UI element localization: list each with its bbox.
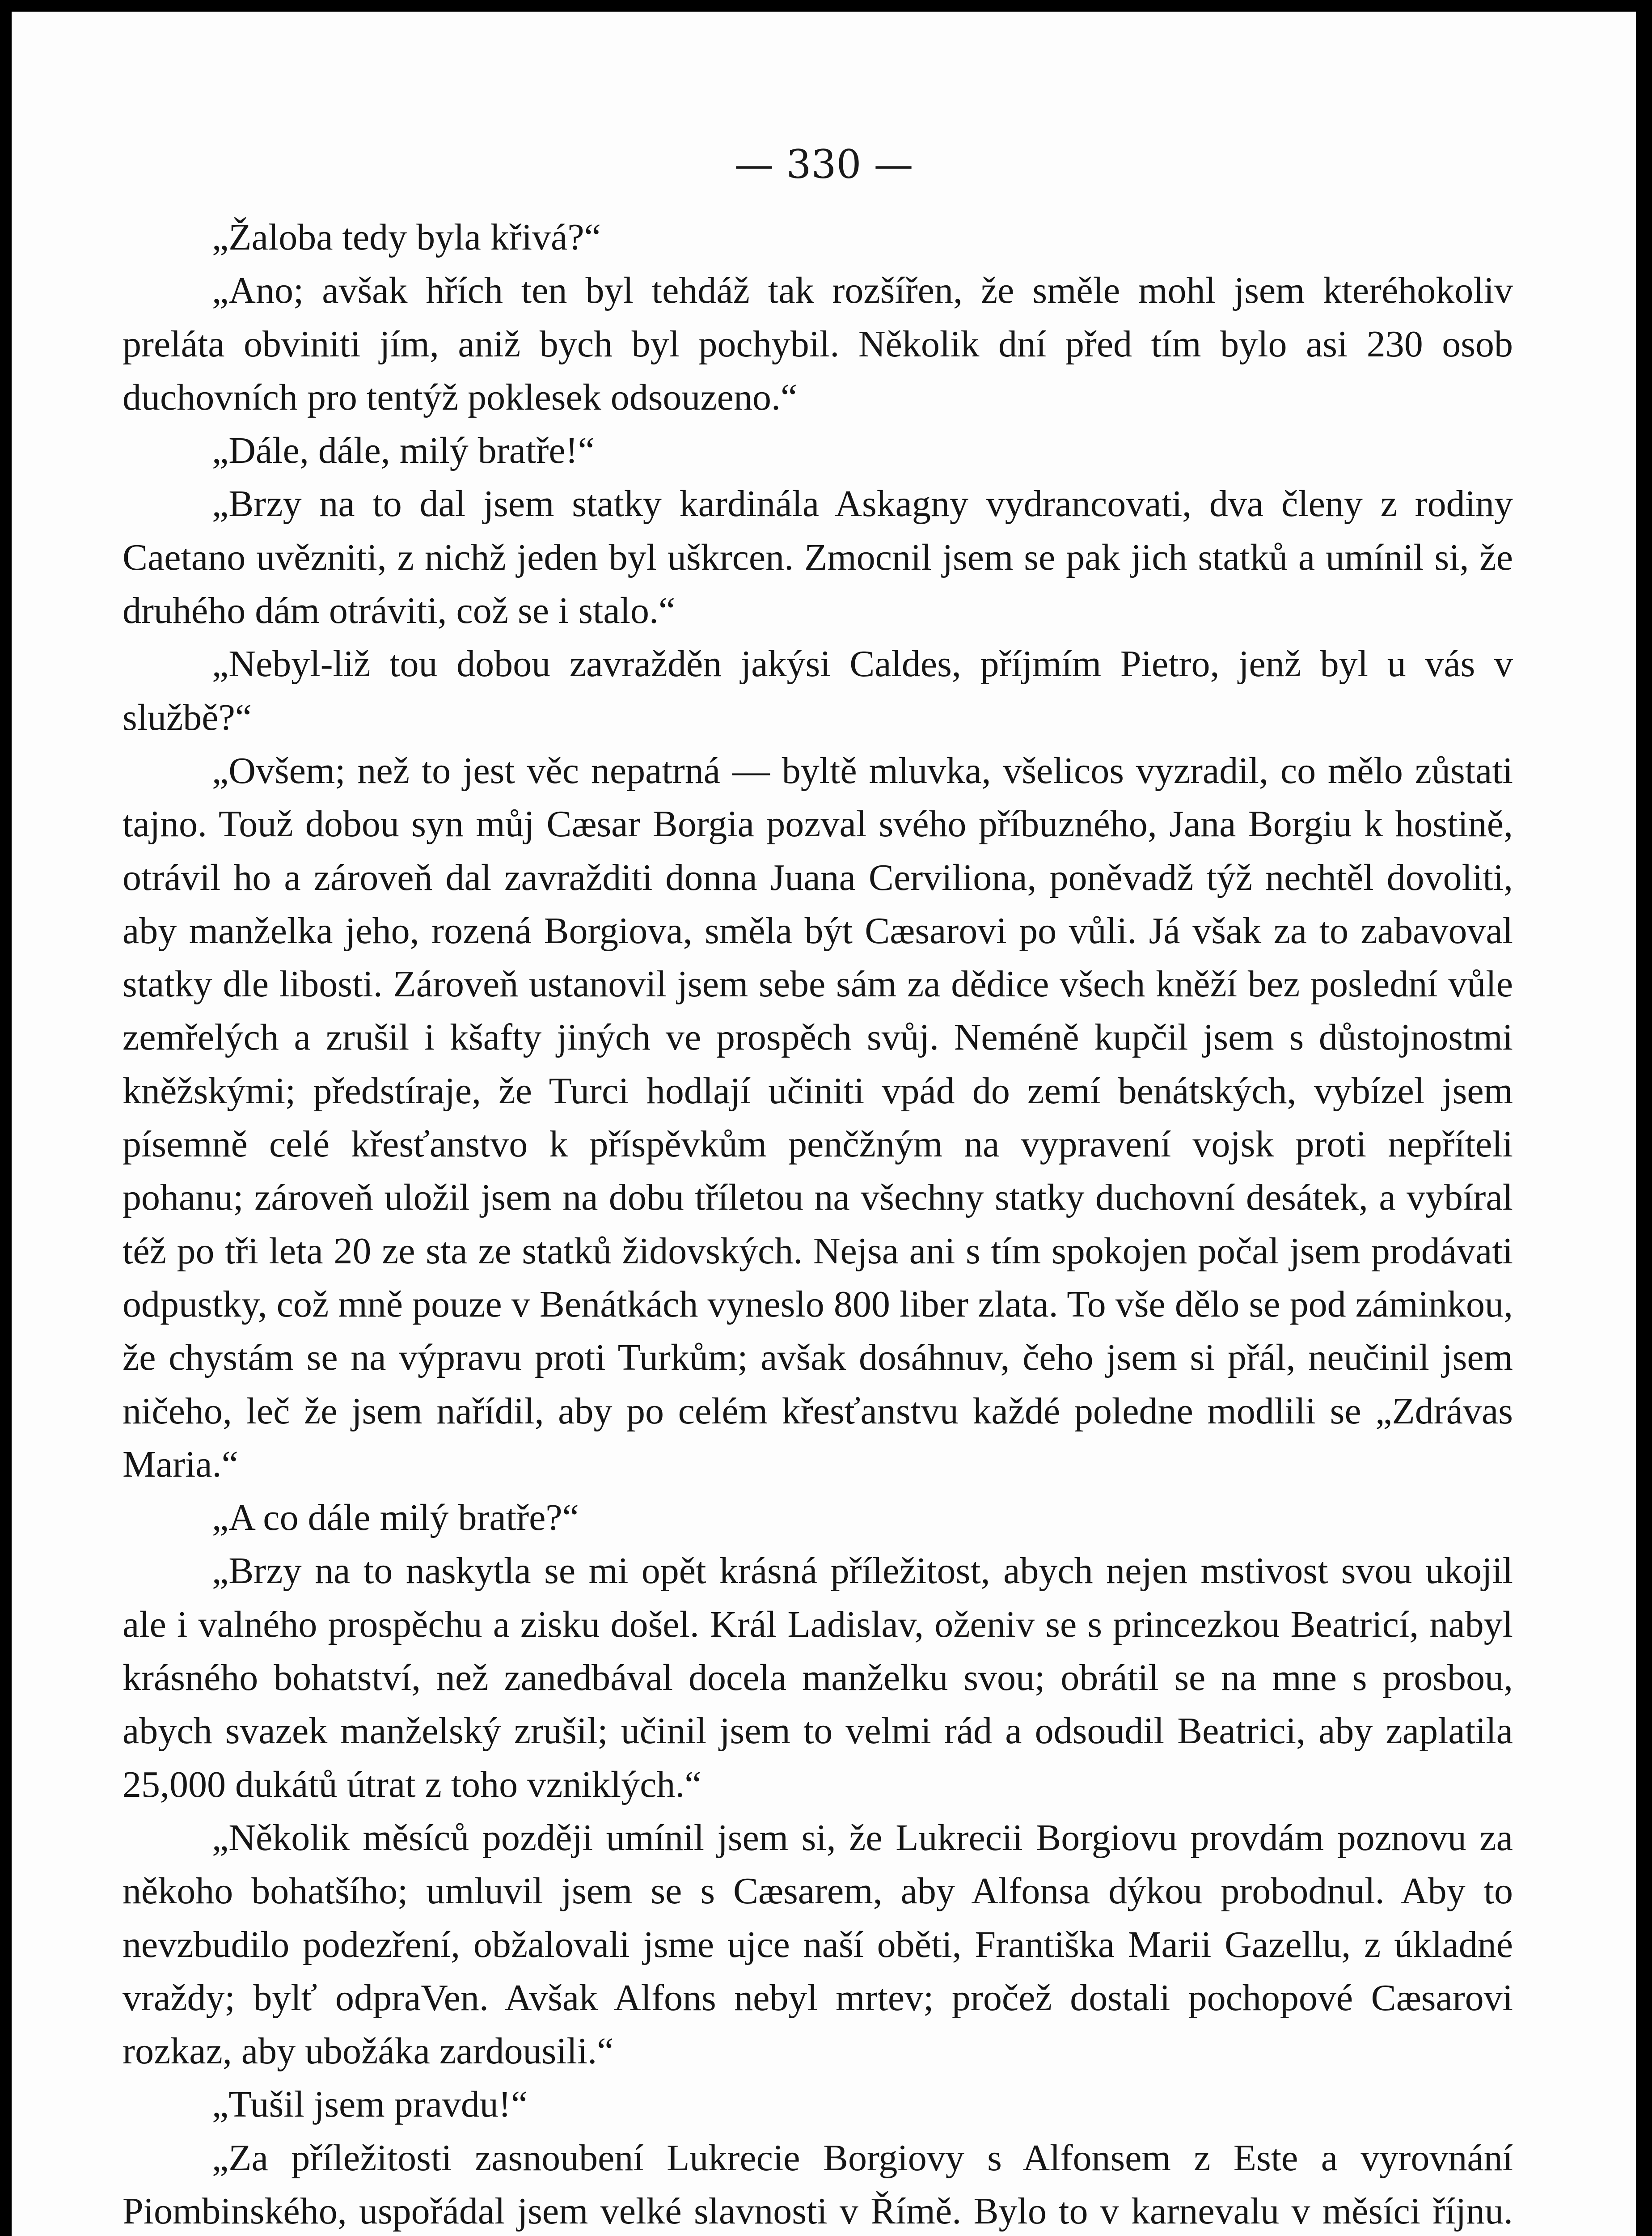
- paragraph: „Několik měsíců později umínil jsem si, že Lukrecii Borgiovu provdám poznovu za někoho bohatšího; umluvil jsem se s Cæsarem, aby Alfonsa dýkou probodnul. Aby to nevzbudilo podezření, obžalovali jsme ujce naší oběti, Františka Marii Gazellu, z úkladné vraždy; bylť odpraVen. Avšak Alfons nebyl mrtev; pročež dostali pochopové Cæsarovi rozkaz, aby ubožáka zardousili.“: [123, 1817, 1513, 2072]
- paragraph: „A co dále milý bratře?“: [212, 1497, 579, 1539]
- paragraph: „Dále, dále, milý bratře!“: [212, 430, 595, 472]
- paragraph: „Žaloba tedy byla křivá?“: [212, 216, 601, 258]
- paragraph: „Ovšem; než to jest věc nepatrná — byltě mluvka, všelicos vyzradil, co mělo zůstati tajno. Touž dobou syn můj Cæsar Borgia pozval svého příbuzného, Jana Borgiu k hostině, otrávil ho a zároveň dal zavražditi donna Juana Cerviliona, poněvadž týž nechtěl dovoliti, aby manželka jeho, rozená Borgiova, směla být Cæsarovi po vůli. Já však za to zabavoval statky dle libosti. Zároveň ustanovil jsem sebe sám za dědice všech kněží bez poslední vůle zemřelých a zrušil i kšafty jiných ve prospěch svůj. Neméně kupčil jsem s důstojnostmi kněžskými; předstíraje, že Turci hodlají učiniti vpád do zemí benátských, vybízel jsem písemně celé křesťanstvo k příspěvkům penčžným na vypravení vojsk proti nepříteli pohanu; zároveň uložil jsem na dobu tříletou na všechny statky duchovní desátek, a vybíral též po tři leta 20 ze sta ze statků židovských. Nejsa ani s tím spokojen počal jsem prodávati odpustky, což mně pouze v Benátkách vyneslo 800 liber zlata. To vše dělo se pod záminkou, že chystám se na výpravu proti Turkům; avšak dosáhnuv, čeho jsem si přál, neučinil jsem ničeho, leč že jsem nařídil, aby po celém křesťanstvu každé poledne modlili se „Zdrávas Maria.“: [123, 750, 1513, 1485]
- paragraph: „Za příležitosti zasnoubení Lukrecie Borgiovy s Alfonsem z Este a vyrovnání Piombinského, uspořádal jsem velké slavnosti v Římě. Bylo to v karnevalu v měsíci říjnu.: [123, 2137, 1513, 2232]
- body-text: [123, 211, 1513, 2236]
- paragraph: „Nebyl-liž tou dobou zavražděn jakýsi Caldes, příjmím Pietro, jenž byl u vás v službě?“: [123, 643, 1513, 738]
- book-page: [12, 12, 1636, 2236]
- paragraph: „Brzy na to naskytla se mi opět krásná příležitost, abych nejen mstivost svou ukojil ale i valného prospěchu a zisku došel. Král Ladislav, oženiv se s princezkou Beatricí, nabyl krásného bohatství, než zanedbával docela manželku svou; obrátil se na mne s prosbou, abych svazek manželský zrušil; učinil jsem to velmi rád a odsoudil Beatrici, aby zaplatila 25,000 dukátů útrat z toho vzniklých.“: [123, 1550, 1513, 1805]
- paragraph: „Brzy na to dal jsem statky kardinála Askagny vydrancovati, dva členy z rodiny Caetano uvězniti, z nichž jeden byl uškrcen. Zmocnil jsem se pak jich statků a umínil si, že druhého dám otráviti, což se i stalo.“: [123, 483, 1513, 632]
- paragraph: „Ano; avšak hřích ten byl tehdáž tak rozšířen, že směle mohl jsem kteréhokoliv preláta obviniti jím, aniž bych byl pochybil. Několik dní před tím bylo asi 230 osob duchovních pro tentýž poklesek odsouzeno.“: [123, 270, 1513, 418]
- paragraph: „Tušil jsem pravdu!“: [212, 2084, 528, 2126]
- page-number: — 330 —: [734, 141, 913, 187]
